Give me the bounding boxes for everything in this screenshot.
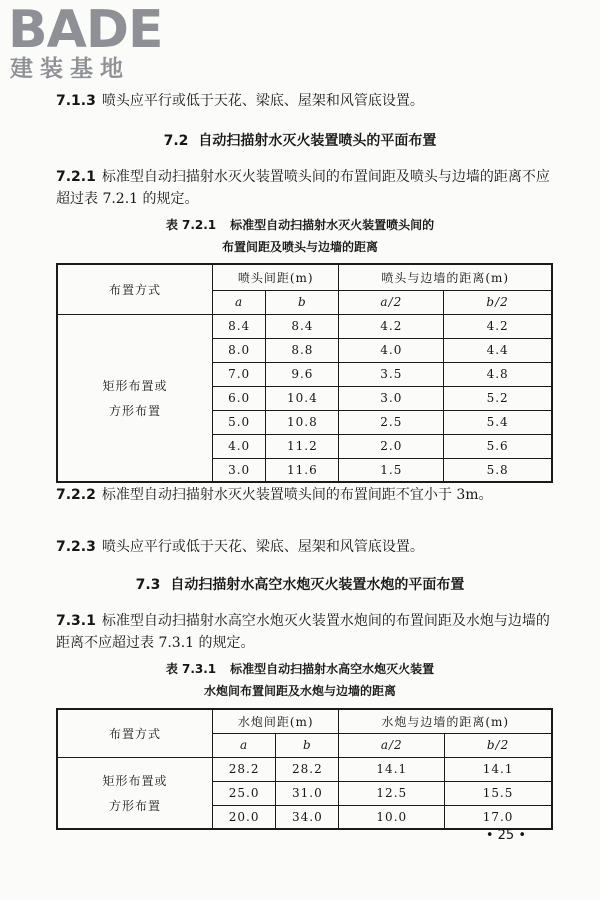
cell: 4.4 [444,338,552,362]
wall-distance-header: 喷头与边墙的距离(m) [339,264,552,290]
col-b: b [276,733,339,757]
cell: 14.1 [445,757,552,781]
clause-7-2-2 [56,484,556,506]
cell: 9.6 [266,362,339,386]
clause-text: 标准型自动扫描射水高空水炮灭火装置水炮间的布置间距及水炮与边墙的距离不应超过表 7.3.1 的规定。 [56,613,550,651]
col-b-half: b/2 [444,290,552,314]
cell: 5.8 [444,458,552,482]
col-a-half: a/2 [339,290,444,314]
cell: 20.0 [213,805,276,829]
section-title: 自动扫描射水灭火装置喷头的平面布置 [198,133,437,149]
wall-distance-header: 水炮与边墙的距离(m) [339,709,552,733]
col-a: a [213,733,276,757]
cell: 3.0 [213,458,266,482]
caption-line-2: 水炮间布置间距及水炮与边墙的距离 [203,684,396,698]
cell: 4.8 [444,362,552,386]
col-b-half: b/2 [445,733,552,757]
clause-text: 喷头应平行或低于天花、梁底、屋架和风管底设置。 [101,539,424,555]
cell: 12.5 [339,781,445,805]
cell: 3.0 [339,386,444,410]
logo-word: BADE [8,0,163,60]
cell: 8.4 [213,314,266,338]
cell: 4.0 [213,434,266,458]
cell: 10.8 [266,410,339,434]
table-caption [0,214,600,258]
clause-text: 喷头应平行或低于天花、梁底、屋架和风管底设置。 [101,93,424,109]
cell: 25.0 [213,781,276,805]
cell: 4.0 [339,338,444,362]
cell: 11.6 [266,458,339,482]
section-heading-7-2 [0,130,600,150]
mode-line-1: 矩形布置或 [102,378,168,393]
clause-7-2-3 [56,536,556,558]
cell: 28.2 [213,757,276,781]
cell: 8.4 [266,314,339,338]
mode-header: 布置方式 [57,709,213,757]
section-title: 自动扫描射水高空水炮灭火装置水炮的平面布置 [170,577,465,593]
clause-7-3-1 [56,610,556,654]
cell: 17.0 [445,805,552,829]
mode-line-1: 矩形布置或 [102,773,168,788]
mode-cell [57,314,213,482]
logo-subtitle: 建装基地 [10,56,130,82]
cell: 3.5 [339,362,444,386]
table-7-2-1 [56,263,553,483]
spacing-header: 喷头间距(m) [213,264,339,290]
col-a-half: a/2 [339,733,445,757]
clause-number: 7.3.1 [56,613,96,629]
cell: 5.0 [213,410,266,434]
cell: 1.5 [339,458,444,482]
mode-cell [57,757,213,829]
clause-number: 7.1.3 [56,93,96,109]
page-number: • 25 • [485,828,526,843]
section-number: 7.3 [135,577,161,593]
mode-line-2: 方形布置 [108,403,161,418]
cell: 8.0 [213,338,266,362]
clause-text: 标准型自动扫描射水灭火装置喷头间的布置间距及喷头与边墙的距离不应超过表 7.2.1 的规定。 [56,169,550,207]
caption-line-1: 标准型自动扫描射水灭火装置喷头间的 [230,218,435,232]
mode-line-2: 方形布置 [108,798,161,813]
cell: 5.6 [444,434,552,458]
table-row [57,314,552,338]
cell: 8.8 [266,338,339,362]
col-b: b [266,290,339,314]
cell: 34.0 [276,805,339,829]
cell: 7.0 [213,362,266,386]
table-7-3-1 [56,708,553,830]
cell: 2.5 [339,410,444,434]
col-a: a [213,290,266,314]
mode-header: 布置方式 [57,264,213,314]
watermark-logo [8,0,163,82]
cell: 14.1 [339,757,445,781]
caption-line-1: 标准型自动扫描射水高空水炮灭火装置 [230,662,435,676]
cell: 4.2 [339,314,444,338]
spacing-header: 水炮间距(m) [213,709,339,733]
section-heading-7-3 [0,574,600,594]
table-row [57,757,552,781]
cell: 10.0 [339,805,445,829]
clause-text: 标准型自动扫描射水灭火装置喷头间的布置间距不宜小于 3m。 [101,487,493,503]
cell: 15.5 [445,781,552,805]
cell: 31.0 [276,781,339,805]
clause-7-1-3 [56,90,556,112]
clause-number: 7.2.2 [56,487,96,503]
cell: 10.4 [266,386,339,410]
cell: 11.2 [266,434,339,458]
clause-number: 7.2.1 [56,169,96,185]
clause-7-2-1 [56,166,556,210]
table-number: 表 7.3.1 [165,662,217,676]
clause-number: 7.2.3 [56,539,96,555]
table-number: 表 7.2.1 [165,218,217,232]
cell: 6.0 [213,386,266,410]
caption-line-2: 布置间距及喷头与边墙的距离 [221,240,378,254]
table-caption [0,658,600,702]
cell: 28.2 [276,757,339,781]
cell: 5.4 [444,410,552,434]
section-number: 7.2 [163,133,189,149]
cell: 2.0 [339,434,444,458]
cell: 4.2 [444,314,552,338]
cell: 5.2 [444,386,552,410]
